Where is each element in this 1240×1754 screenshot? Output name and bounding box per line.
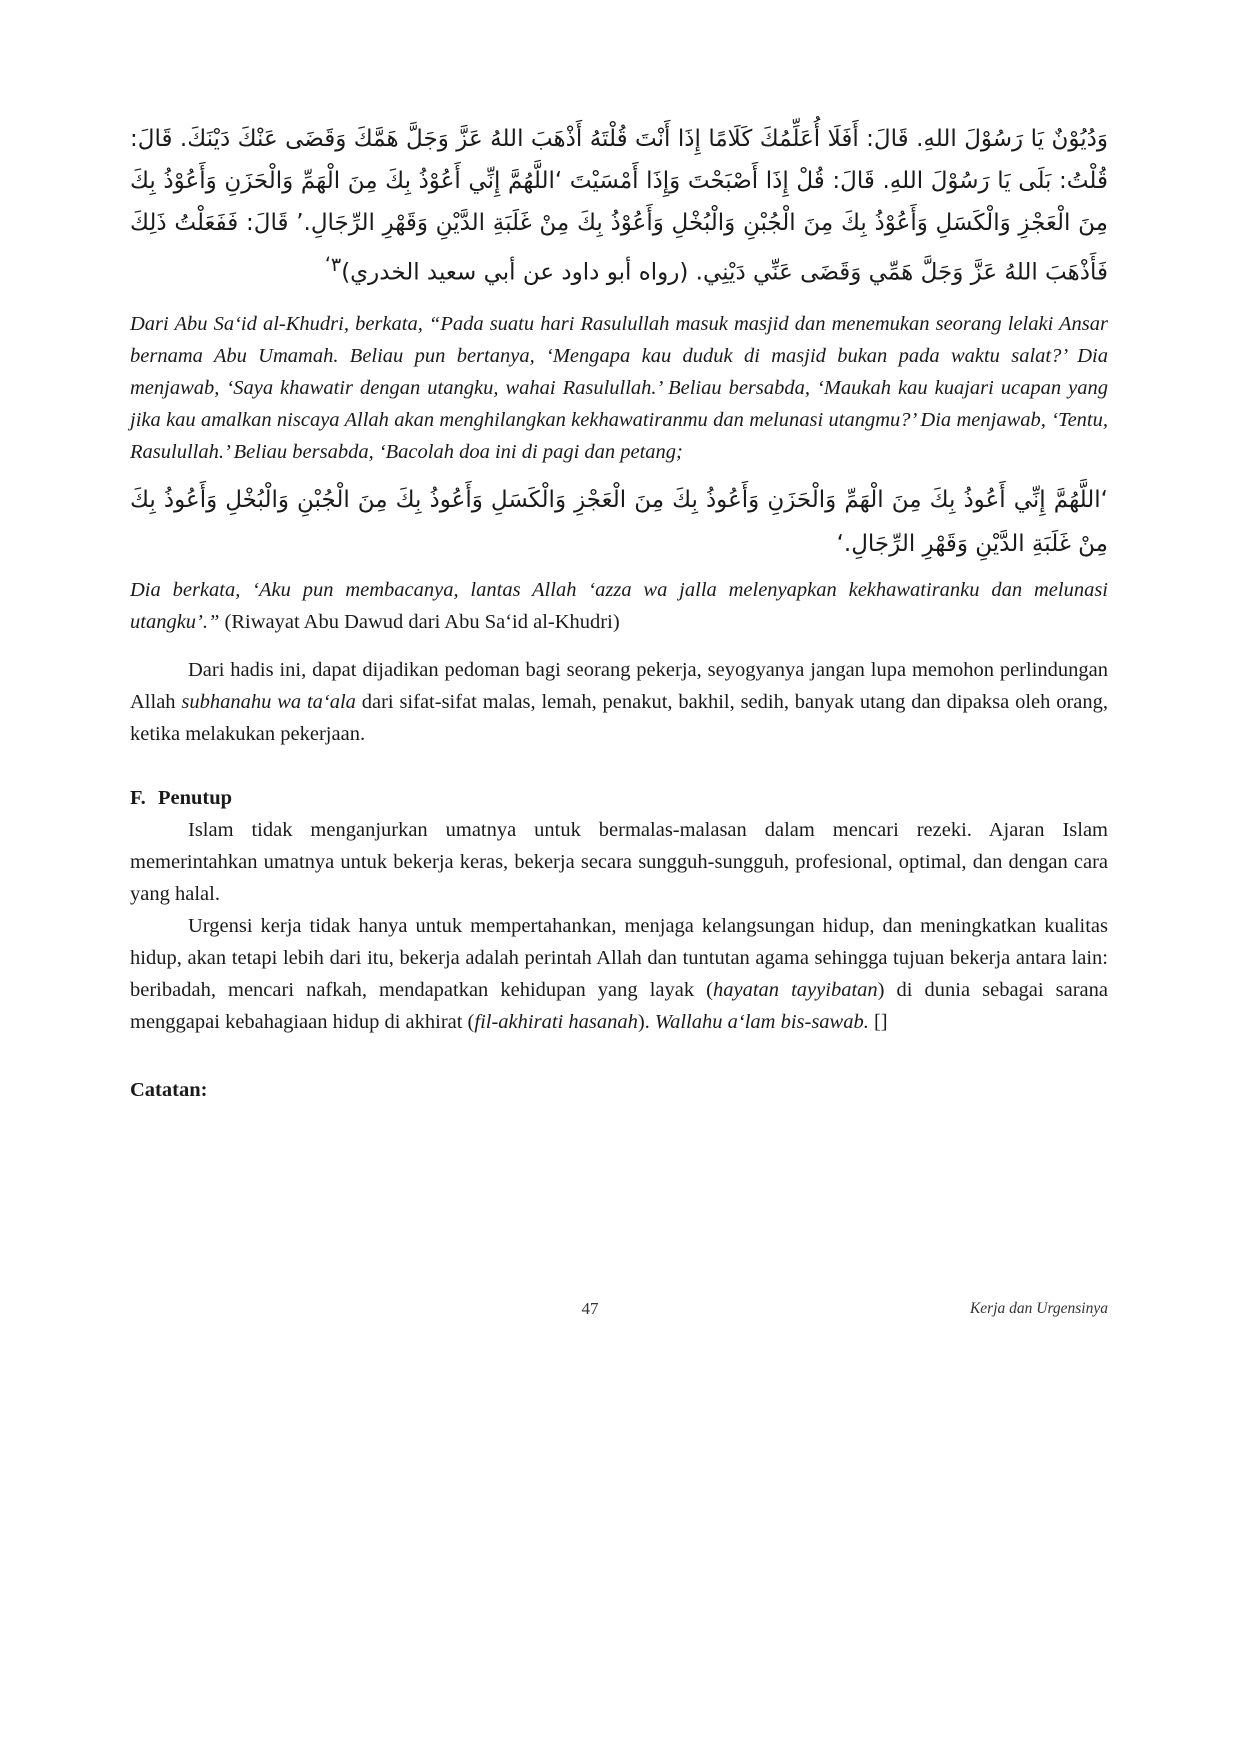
page-number: 47 — [581, 1299, 599, 1318]
page-body — [130, 118, 1108, 1106]
notes-heading: Catatan: — [130, 1078, 208, 1101]
section-number: F. — [130, 786, 146, 809]
hadith-translation: Dari Abu Sa‘id al-Khudri, berkata, “Pada suatu hari Rasulullah masuk masjid dan menemukan seorang lelaki Ansar bernama Abu Umamah. Beliau pun bertanya, ‘Mengapa kau duduk di masjid bukan pada waktu salat?’ Dia menjawab, ‘Saya khawatir dengan utangku, wahai Rasulullah.’ Beliau bersabda, ‘Maukah kau kuajari ucapan yang jika kau amalkan niscaya Allah akan menghilangkan kekhawatiranmu dan melunasi utangmu?’ Dia menjawab, ‘Tentu, Rasulullah.’ Beliau bersabda, ‘Bacolah doa ini di pagi dan petang; — [130, 312, 1108, 463]
arabic-hadith-text: وَدُيُوْنٌ يَا رَسُوْلَ اللهِ. قَالَ: أَفَلَا أُعَلِّمُكَ كَلَامًا إِذَا أَنْتَ قُلْتَهُ أَذْهَبَ اللهُ عَزَّ وَجَلَّ هَمَّكَ وَقَضَى عَنْكَ دَيْنَكَ. قَالَ: قُلْتُ: بَلَى يَا رَسُوْلَ اللهِ. قَالَ: قُلْ إِذَا أَصْبَحْتَ وَإِذَا أَمْسَيْتَ ‘اللَّهُمَّ إِنِّي أَعُوْذُ بِكَ مِنَ الْهَمِّ وَالْحَزَنِ وَأَعُوْذُ بِكَ مِنَ الْعَجْزِ وَالْكَسَلِ وَأَعُوْذُ بِكَ مِنَ الْجُبْنِ وَالْبُخْلِ وَأَعُوْذُ بِكَ مِنْ غَلَبَةِ الدَّيْنِ وَقَهْرِ الرِّجَالِ.’ قَالَ: فَفَعَلْتُ ذَلِكَ فَأَذْهَبَ اللهُ عَزَّ وَجَلَّ هَمِّي وَقَضَى عَنِّي دَيْنِي. (رواه أبو داود عن أبي سعيد الخدري)$^{٣‘}$ — [130, 126, 1108, 286]
paragraph-closing-2: Urgensi kerja tidak hanya untuk mempertahankan, menjaga kelangsungan hidup, dan meningkatkan kualitas hidup, akan tetapi lebih dari itu, bekerja adalah perintah Allah dan tuntutan agama sehingga tujuan bekerja antara lain: beribadah, mencari nafkah, mendapatkan kehidupan yang layak (hayatan tayyibatan) di dunia sebagai sarana menggapai kebahagiaan hidup di akhirat (fil-akhirati hasanah). Wallahu a‘lam bis-sawab. [] — [130, 914, 1108, 1033]
section-heading — [130, 782, 1108, 814]
paragraph-conclusion-hadith: Dari hadis ini, dapat dijadikan pedoman bagi seorang pekerja, seyogyanya jangan lupa memohon perlindungan Allah subhanahu wa ta‘ala dari sifat-sifat malas, lemah, penakut, bakhil, sedih, banyak utang dan dipaksa oleh orang, ketika melakukan pekerjaan. — [130, 658, 1109, 745]
running-title: Kerja dan Urgensinya — [969, 1300, 1108, 1317]
arabic-dua-text: ‘اللَّهُمَّ إِنِّي أَعُوذُ بِكَ مِنَ الْهَمِّ وَالْحَزَنِ وَأَعُوذُ بِكَ مِنَ الْعَجْزِ وَالْكَسَلِ وَأَعُوذُ بِكَ مِنَ الْجُبْنِ وَالْبُخْلِ وَأَعُوذُ بِكَ مِنْ غَلَبَةِ الدَّيْنِ وَقَهْرِ الرِّجَالِ.‘ — [130, 486, 1108, 557]
section-title: Penutup — [158, 786, 233, 809]
footnote-marker: ٣‘ — [324, 253, 342, 276]
hadith-source: (Riwayat Abu Dawud dari Abu Sa‘id al-Khudri) — [219, 610, 620, 633]
hadith-translation-end: Dia berkata, ‘Aku pun membacanya, lantas Allah ‘azza wa jalla melenyapkan kekhawatiranku dan melunasi utangku’.” (Riwayat Abu Dawud dari Abu Sa‘id al-Khudri) — [130, 578, 1108, 633]
paragraph-closing-1: Islam tidak menganjurkan umatnya untuk bermalas-malasan dalam mencari rezeki. Ajaran Islam memerintahkan umatnya untuk bekerja keras, bekerja secara sungguh-sungguh, profesional, optimal, dan dengan cara yang halal. — [130, 818, 1108, 905]
